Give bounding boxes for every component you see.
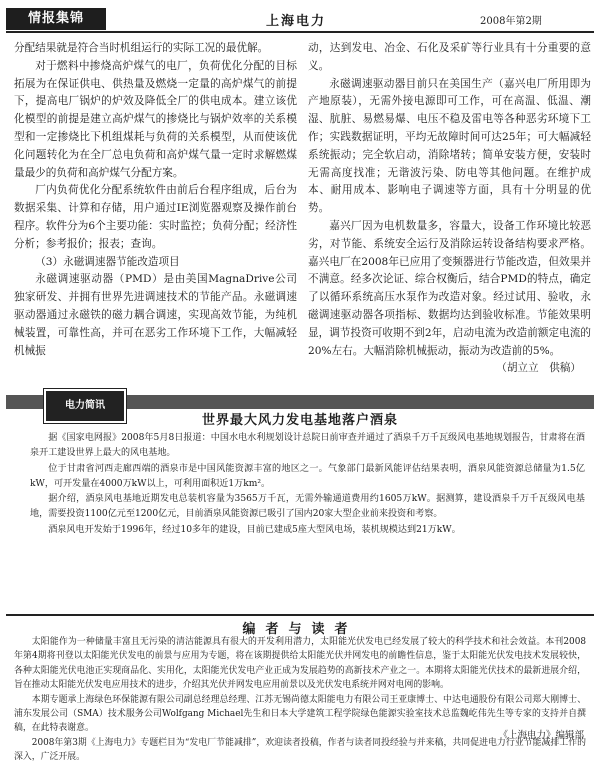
news-box [0, 395, 600, 610]
news-title: 世界最大风力发电基地落户酒泉 [201, 413, 398, 428]
page-header [0, 0, 600, 30]
paragraph: 对于燃料中掺烧高炉煤气的电厂，负荷优化分配的目标拓展为在保证供电、供热量及燃烧一定量的高炉煤气的前提下，提高电厂锅炉的炉效及降低全厂的供电成本。建立该优化模型的前提是建立高炉煤气的掺烧比与锅炉效率的关系模型和一定掺烧比下机组煤耗与负荷的关系模型，从而使该优化问题转化为在全厂总电负荷和高炉煤气量一定时求解燃煤量最少的负荷和高炉煤气分配方案。 [14, 59, 297, 179]
paragraph: 嘉兴厂因为电机数量多，容量大，设备工作环境比较恶劣，对节能、系统安全运行及消除运转设备结构要求严格。嘉兴电厂在2008年已应用了变频器进行节能改造，但效果并不满意。经多次论证、综合权衡后，结合PMD的特点，确定了以循环系统高压水泵作为改造对象。经过试用、验收，永磁调速驱动器各项指标、数据均达到验收标准。节能效果明显，调节投资可收期不到2年，启动电流为改造前额定电流的20%左右。大幅消除机械振动，振动为改造前的5%。 [308, 219, 591, 357]
paragraph: 厂内负荷优化分配系统软件由前后台程序组成，后台为数据采集、计算和存储，用户通过IE浏览器观察及操作前台程序。软件分为6个主要功能：实时监控；负荷分配；经济性分析；参考报价；报表；查询。 [14, 184, 297, 250]
paragraph: 分配结果就是符合当时机组运行的实际工况的最优解。 [14, 42, 269, 54]
section-tag: 情报集锦 [6, 8, 106, 30]
news-logo: 电力简讯 [44, 389, 126, 423]
editor-title: 编者与读者 [242, 622, 358, 637]
paragraph: 永磁调速驱动器（PMD）是由美国MagnaDrive公司独家研发、并拥有世界先进调速技术的节能产品。永磁调速驱动器通过永磁铁的磁力耦合调速，实现高效节能，为纯机械装置，可靠性高，并可在恶劣工作环境下工作，大幅减轻机械振 [14, 273, 297, 357]
editor-paragraph: 2008年第3期《上海电力》专题栏目为“发电厂节能减排”，欢迎读者投稿，作者与读者同投经验与并来稿，共同促进电力行业节能减排工作的深入，广泛开展。 [14, 737, 586, 763]
editor-paragraph: 本期专题承上海绿色环保能源有限公司副总经理总经理、江苏无锡尚德太阳能电力有限公司王亚康博士、中达电通股份有限公司郑大刚博士、浦东发展公司（SMA）技术服务公司Wolfgang Michael先生和日本大学建筑工程学院绿色能源实验室技术总监魏屹伟先生等专家的支持并自撰稿，在此特表谢意。 [14, 694, 586, 734]
editor-body [14, 635, 586, 765]
editor-signature: 《上海电力》编辑部 [498, 730, 584, 741]
paragraph: 动，达到发电、冶金、石化及采矿等行业具有十分重要的意义。 [308, 42, 591, 72]
editor-paragraph: 太阳能作为一种储量丰富且无污染的清洁能源具有很大的开发利用潜力，太阳能光伏发电已经发展了较大的科学技术和社会效益。本刊2008年第4期将刊登以太阳能光伏发电的前景与应用为专题，将在该期提供给太阳能光伏并网发电的前瞻性信息，鉴于太阳能光伏发电技术发展较快，各种太阳能光伏电池正实现商品化、实用化，太阳能光伏发电产业正成为发展趋势的高新技术产业之一。本期将太阳能光伏技术的最新进展介绍，旨在推动太阳能光伏发电应用技术的进步，介绍其光伏并网发电应用前景以及光伏发电系统并网对电网的影响。 [14, 637, 586, 691]
news-paragraph: 据介绍，酒泉风电基地近期发电总装机容量为3565万千瓦，无需外输通道费用约1605万kW。据测算，建设酒泉千万千瓦级风电基地，需要投资1100亿元至1200亿元，目前酒泉风能资源已吸引了国内20家大型企业前来投资和考察。 [30, 494, 585, 520]
header-rule [6, 31, 594, 33]
subheading: （3）永磁调速器节能改造项目 [35, 255, 180, 268]
paragraph: 永磁调速驱动器目前只在美国生产（嘉兴电厂所用即为产地原装），无需外接电源即可工作，可在高温、低温、潮湿、肮脏、易燃易爆、电压不稳及雷电等各种恶劣环境下工作；实践数据证明，平均无故障时间可达25年；可大幅减轻系统振动；完全软启动，消除堵转；简单安装方便，安装时无需高度找准；无谐波污染、防电等其他问题。在维护成本、耐用成本、影响电子调速等方面，具有十分明显的优势。 [308, 77, 591, 215]
editor-reader-box [0, 614, 600, 763]
issue-label: 2008年第2期 [480, 16, 542, 27]
news-paragraph: 酒泉风电开发始于1996年，经过10多年的建设，目前已建成5座大型风电场，装机规模达到21万kW。 [48, 524, 461, 535]
news-body [30, 431, 585, 538]
left-column [14, 40, 297, 360]
right-column [308, 40, 591, 378]
credit-line: （胡立立 供稿） [496, 362, 581, 375]
journal-title: 上海电力 [266, 14, 327, 29]
news-paragraph: 据《国家电网报》2008年5月8日报道：中国水电水利规划设计总院日前审查并通过了酒泉千万千瓦级风电基地规划报告，甘肃将在酒泉开工建设世界上最大的风电基地。 [30, 433, 585, 459]
news-paragraph: 位于甘肃省河西走廊西端的酒泉市是中国风能资源丰富的地区之一。气象部门最新风能评估结果表明，酒泉风能资源总储量为1.5亿kW，可开发量在4000万kW以上，可利用面积近1万km²。 [30, 463, 585, 489]
editor-rule [6, 614, 594, 616]
